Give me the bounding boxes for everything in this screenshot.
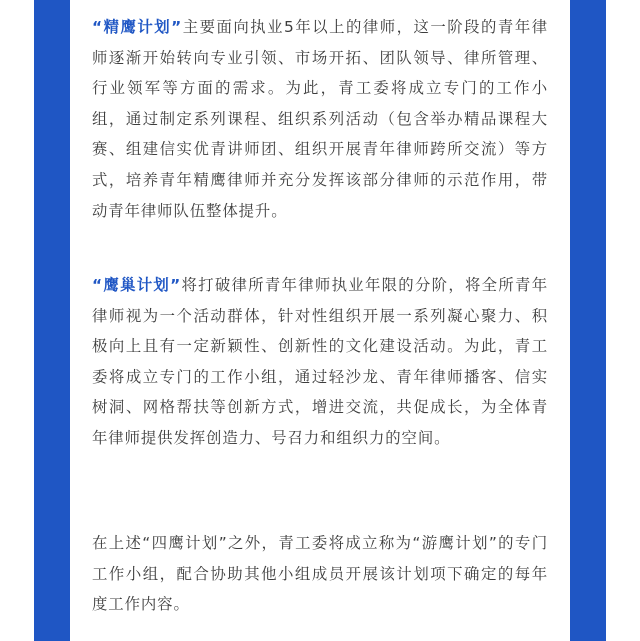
page-margin-left	[0, 0, 34, 641]
jingying-plan-title: “精鹰计划”	[92, 18, 183, 36]
page-margin-right	[606, 0, 640, 641]
left-blue-border	[34, 0, 70, 641]
yingchao-plan-text: 将打破律所青年律师执业年限的分阶，将全所青年律师视为一个活动群体，针对性组织开展一系列凝心聚力、积极向上且有一定新颖性、创新性的文化建设活动。为此，青工委将成立专门的工作小组，通过轻沙龙、青年律师播客、信实树洞、网格帮扶等创新方式，增进交流，共促成长，为全体青年律师提供发挥创造力、号召力和组织力的空间。	[92, 276, 548, 447]
paragraph-jingying-plan	[92, 12, 548, 226]
paragraph-youying-plan	[92, 528, 548, 620]
article-body	[70, 0, 570, 641]
yingchao-plan-title: “鹰巢计划”	[92, 276, 182, 294]
right-blue-border	[570, 0, 606, 641]
youying-plan-text: 在上述“四鹰计划”之外，青工委将成立称为“游鹰计划”的专门工作小组，配合协助其他小组成员开展该计划项下确定的每年度工作内容。	[92, 534, 548, 614]
paragraph-yingchao-plan	[92, 270, 548, 454]
jingying-plan-text: 主要面向执业5年以上的律师，这一阶段的青年律师逐渐开始转向专业引领、市场开拓、团队领导、律所管理、行业领军等方面的需求。为此，青工委将成立专门的工作小组，通过制定系列课程、组织系列活动（包含举办精品课程大赛、组建信实优青讲师团、组织开展青年律师跨所交流）等方式，培养青年精鹰律师并充分发挥该部分律师的示范作用，带动青年律师队伍整体提升。	[92, 18, 548, 220]
